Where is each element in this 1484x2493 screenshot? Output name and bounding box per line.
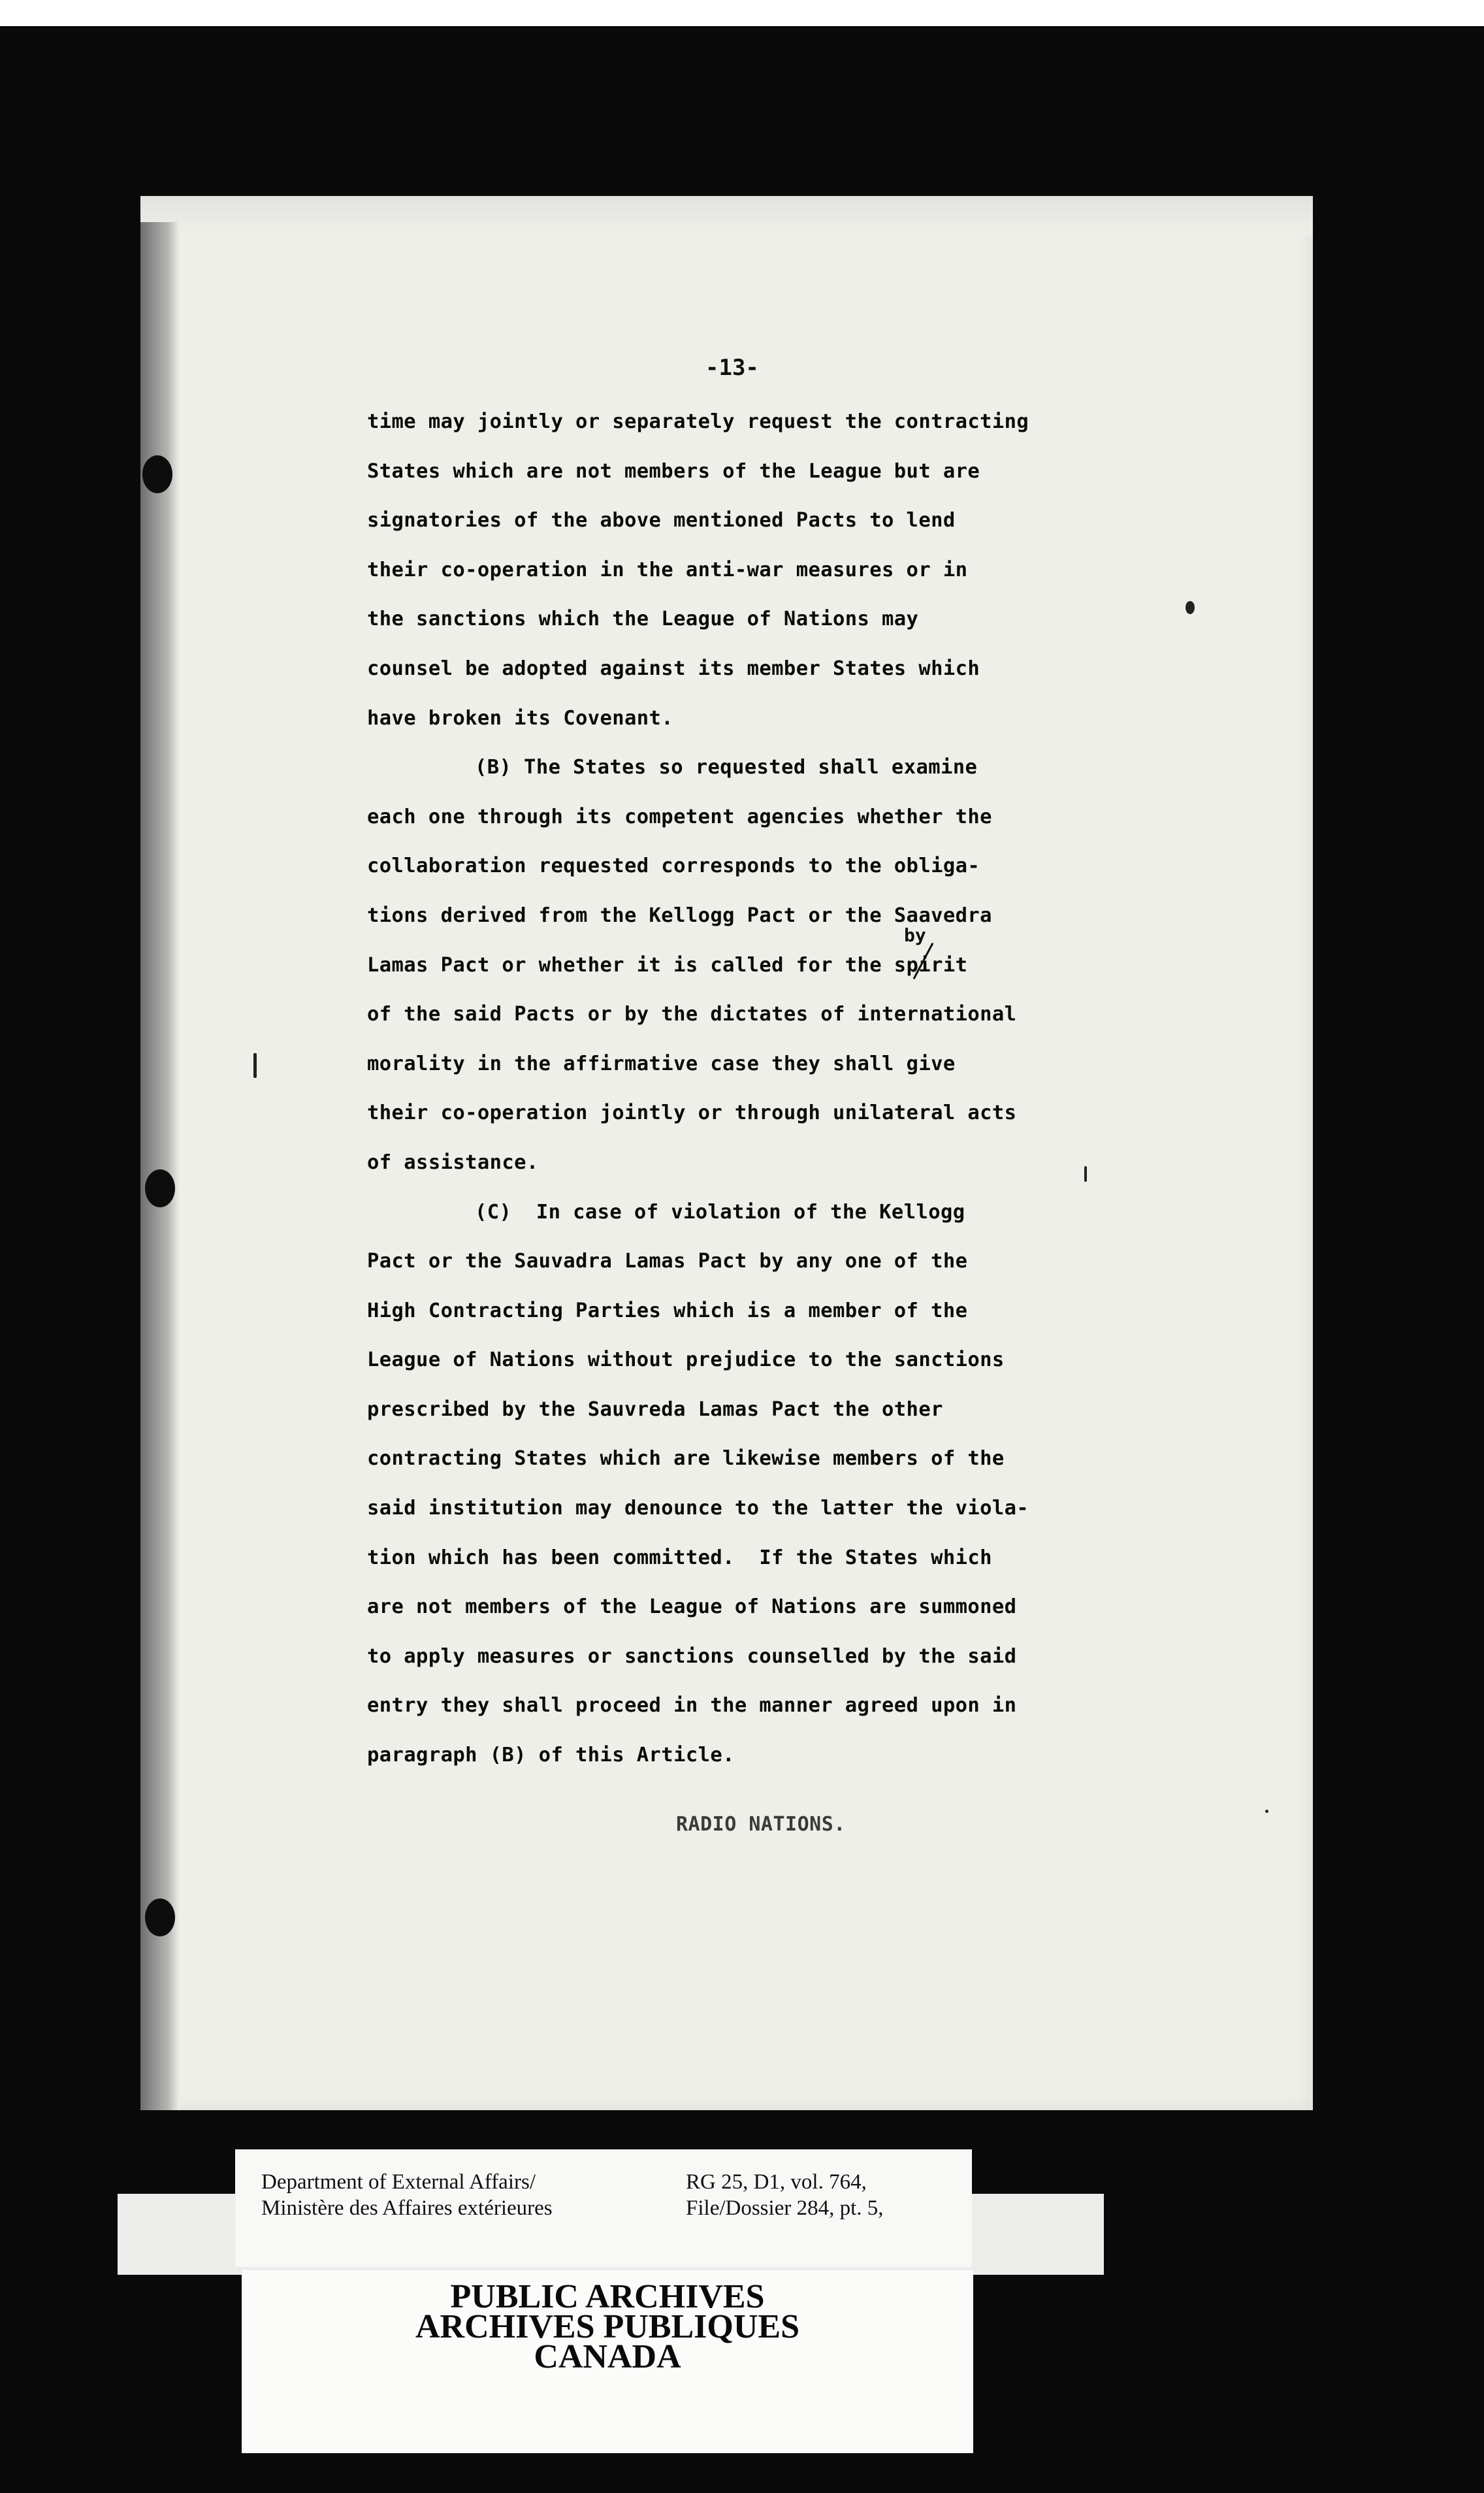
archive-reference-card bbox=[235, 2149, 972, 2267]
text-line: their co-operation jointly or through unilateral acts bbox=[367, 1101, 1017, 1125]
page-number: -13- bbox=[705, 355, 759, 381]
text-line: League of Nations without prejudice to the sanctions bbox=[367, 1348, 1005, 1372]
text-line: to apply measures or sanctions counselled by the said bbox=[367, 1644, 1017, 1668]
punch-hole bbox=[145, 1169, 175, 1207]
text-line: morality in the affirmative case they shall give bbox=[367, 1052, 956, 1075]
archive-line-1: PUBLIC ARCHIVES bbox=[450, 2278, 765, 2315]
text-line: Lamas Pact or whether it is called for the spirit bbox=[367, 953, 968, 977]
text-line: prescribed by the Sauvreda Lamas Pact the other bbox=[367, 1397, 943, 1421]
signature: RADIO NATIONS. bbox=[676, 1813, 846, 1836]
text-line: collaboration requested corresponds to the obliga- bbox=[367, 855, 980, 878]
paragraph-c-start: (C) In case of violation of the Kellogg bbox=[475, 1200, 965, 1224]
text-line: said institution may denounce to the latter the viola- bbox=[367, 1497, 1029, 1520]
reference-line-2: File/Dossier 284, pt. 5, bbox=[686, 2196, 884, 2220]
ink-speck bbox=[253, 1053, 257, 1078]
scan-top-edge bbox=[0, 0, 1484, 26]
page-body bbox=[367, 397, 1177, 1780]
ink-speck bbox=[1186, 601, 1195, 614]
text-line: entry they shall proceed in the manner agreed upon in bbox=[367, 1694, 1017, 1718]
page-top-strip bbox=[140, 196, 1313, 235]
ink-speck bbox=[1265, 1810, 1268, 1813]
text-line: the sanctions which the League of Nations may bbox=[367, 608, 919, 631]
text-line: of the said Pacts or by the dictates of international bbox=[367, 1003, 1017, 1026]
text-line: are not members of the League of Nations are summoned bbox=[367, 1595, 1017, 1619]
text-line: each one through its competent agencies whether the bbox=[367, 805, 992, 828]
text-line: their co-operation in the anti-war measures or in bbox=[367, 558, 968, 581]
text-line: time may jointly or separately request the contracting bbox=[367, 410, 1029, 433]
archive-line-3: CANADA bbox=[534, 2338, 681, 2375]
text-line: counsel be adopted against its member States which bbox=[367, 657, 980, 680]
archive-line-2: ARCHIVES PUBLIQUES bbox=[415, 2308, 800, 2345]
text-line: have broken its Covenant. bbox=[367, 706, 674, 730]
archive-stamp-text bbox=[242, 2278, 973, 2375]
department-line-2: Ministère des Affaires extérieures bbox=[261, 2196, 553, 2220]
punch-hole bbox=[142, 455, 172, 493]
ink-speck bbox=[1084, 1166, 1087, 1182]
text-line: Pact or the Sauvadra Lamas Pact by any one of the bbox=[367, 1250, 968, 1273]
page-left-shadow bbox=[140, 222, 180, 2110]
text-line: of assistance. bbox=[367, 1150, 539, 1174]
text-line: States which are not members of the League but are bbox=[367, 459, 980, 483]
reference-line-1: RG 25, D1, vol. 764, bbox=[686, 2170, 867, 2194]
punch-hole bbox=[145, 1898, 175, 1936]
department-line-1: Department of External Affairs/ bbox=[261, 2170, 536, 2194]
text-line: tion which has been committed. If the States which bbox=[367, 1546, 992, 1569]
text-line: High Contracting Parties which is a member of the bbox=[367, 1299, 968, 1322]
handwritten-insert: by bbox=[904, 924, 926, 946]
paragraph-b-start: (B) The States so requested shall examine bbox=[475, 756, 978, 779]
department-label bbox=[261, 2169, 553, 2221]
text-line: signatories of the above mentioned Pacts to lend bbox=[367, 509, 956, 532]
text-line: contracting States which are likewise members of the bbox=[367, 1447, 1005, 1471]
text-line: tions derived from the Kellogg Pact or the Saavedra bbox=[367, 904, 992, 927]
text-line: paragraph (B) of this Article. bbox=[367, 1744, 735, 1767]
archive-stamp bbox=[242, 2270, 973, 2453]
file-reference bbox=[686, 2169, 884, 2221]
